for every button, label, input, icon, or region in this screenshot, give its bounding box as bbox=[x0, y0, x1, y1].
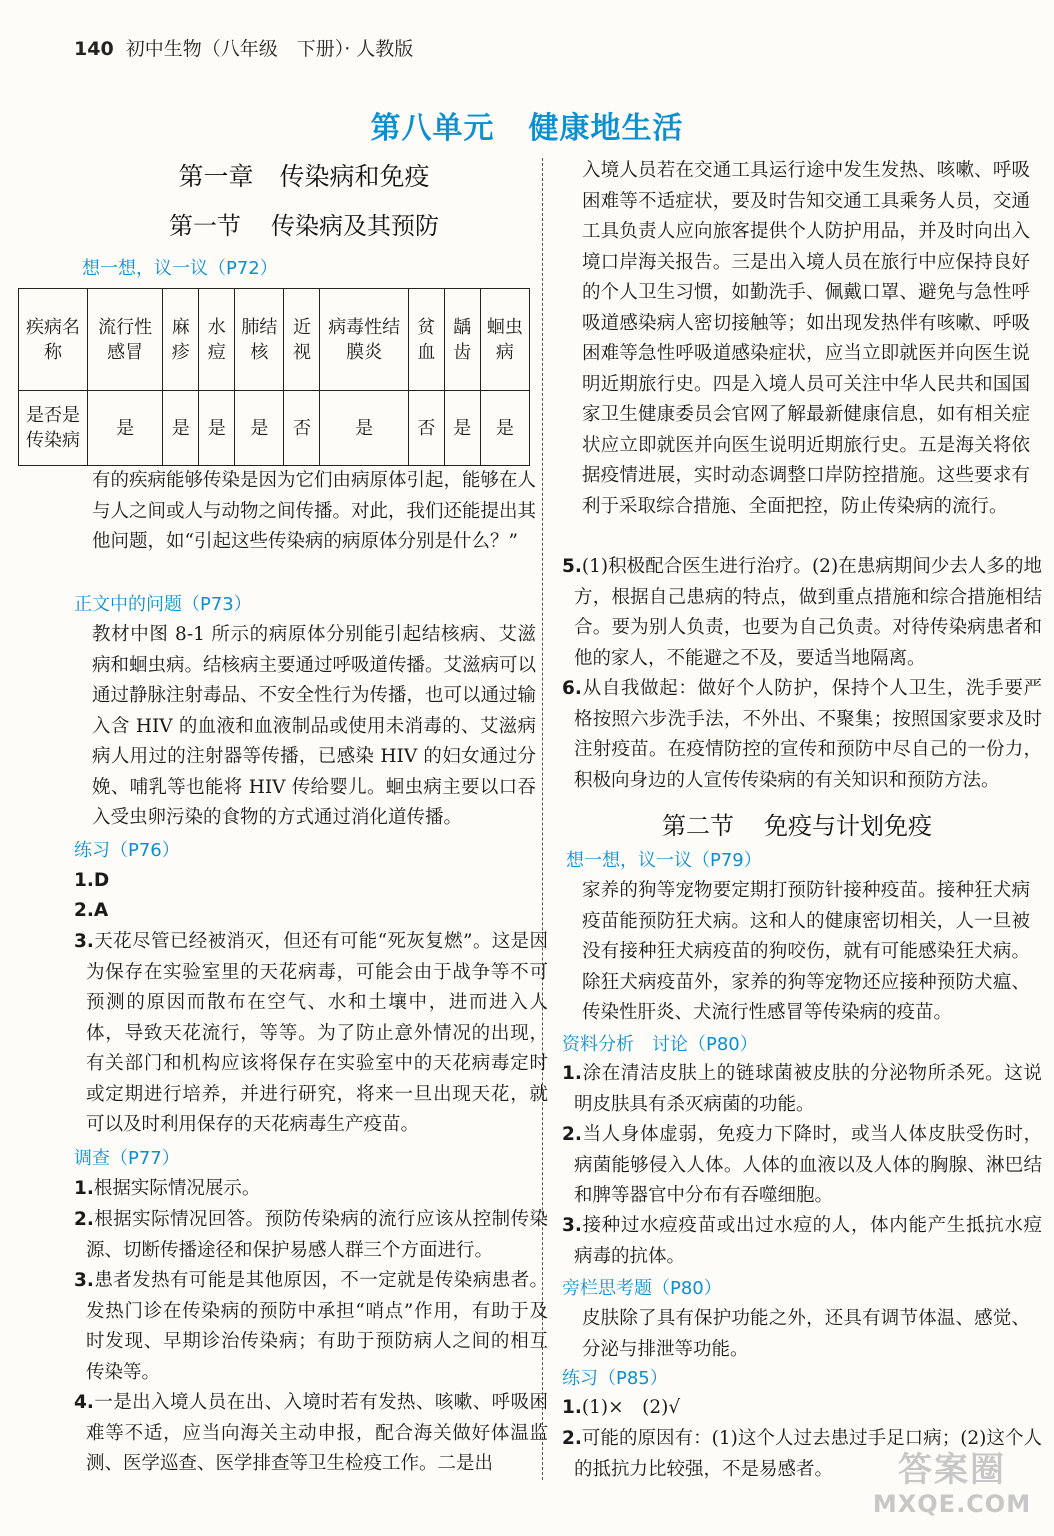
s77-answer-4 bbox=[74, 1388, 548, 1480]
ex76-answer-3 bbox=[74, 927, 548, 1141]
label-exercise-p85: 练习（P85） bbox=[562, 1368, 668, 1389]
label-data-p80: 资料分析 讨论（P80） bbox=[562, 1034, 758, 1055]
item-number: 3. bbox=[74, 931, 94, 952]
section-1-number: 第一节 bbox=[169, 212, 241, 240]
d80-3-text: 接种过水痘疫苗或出过水痘的人，体内能产生抵抗水痘病毒的抗体。 bbox=[574, 1215, 1042, 1267]
ex76-answer-1 bbox=[74, 866, 548, 897]
s77-answer-1 bbox=[74, 1174, 548, 1205]
chapter-number: 第一章 bbox=[178, 162, 254, 191]
table-cell: 是 bbox=[199, 391, 235, 466]
disease-table bbox=[18, 288, 530, 466]
table-cell: 贫血 bbox=[408, 289, 444, 391]
ex76-1-text: 1.D bbox=[74, 870, 110, 891]
watermark-logo bbox=[864, 1450, 1040, 1524]
ex76-3-text: 天花尽管已经被消灭，但还有可能“死灰复燃”。这是因为保存在实验室里的天花病毒，可能会由于战争等不可预测的原因而散布在空气、水和土壤中，进而进入人体，导致天花流行，等等。为了防止意外情况的出现，有关部门和机构应该将保存在实验室中的天花病毒定时或定期进行培养，并进行研究，将来一旦出现天花，就可以及时利用保存的天花病毒生产疫苗。 bbox=[86, 931, 548, 1135]
table-cell: 近视 bbox=[284, 289, 320, 391]
label-sidebar-p80: 旁栏思考题（P80） bbox=[562, 1278, 722, 1299]
unit-name: 健康地生活 bbox=[528, 111, 684, 146]
table-cell: 蛔虫病 bbox=[480, 289, 529, 391]
table-cell: 是 bbox=[88, 391, 163, 466]
section-1-title bbox=[74, 206, 534, 241]
table-cell: 是 bbox=[444, 391, 480, 466]
book-title: 初中生物（八年级 下册）· 人教版 bbox=[125, 38, 414, 60]
label-survey-p77: 调查（P77） bbox=[74, 1148, 180, 1169]
item-number: 2. bbox=[562, 1428, 582, 1449]
table-cell: 病毒性结膜炎 bbox=[320, 289, 408, 391]
d80-answer-2 bbox=[562, 1120, 1042, 1212]
s77-answer-3 bbox=[74, 1266, 548, 1388]
item-number: 2. bbox=[562, 1124, 582, 1145]
section-2-number: 第二节 bbox=[662, 812, 734, 840]
table-cell: 否 bbox=[284, 391, 320, 466]
table-cell: 是 bbox=[480, 391, 529, 466]
ex76-2-text: 2.A bbox=[74, 900, 109, 921]
label-text-p73: 正文中的问题（P73） bbox=[74, 594, 252, 615]
chapter-name: 传染病和免疫 bbox=[279, 162, 430, 191]
label-exercise-p76: 练习（P76） bbox=[74, 840, 180, 861]
s77-4-continued: 入境人员若在交通工具运行途中发生发热、咳嗽、呼吸困难等不适症状，要及时告知交通工具乘务人员，交通工具负责人应向旅客提供个人防护用品，并及时向出入境口岸海关报告。三是出入境人员在旅行中应保持良好的个人卫生习惯，如勤洗手、佩戴口罩、避免与急性呼吸道感染病人密切接触等；如出现发热伴有咳嗽、呼吸困难等急性呼吸道感染症状，应当立即就医并向医生说明近期旅行史。四是入境人员可关注中华人民共和国国家卫生健康委员会官网了解最新健康信息，如有相关症状应立即就医并向医生说明近期旅行史。五是海关将依据疫情进展，实时动态调整口岸防控措施。这些要求有利于采取综合措施、全面把控，防止传染病的流行。 bbox=[582, 160, 1030, 517]
item-number: 4. bbox=[74, 1392, 94, 1413]
table-row-answers bbox=[19, 391, 530, 466]
section-2-title bbox=[562, 806, 1032, 841]
ex85-1-text: (1)× (2)√ bbox=[581, 1397, 681, 1418]
item-number: 3. bbox=[74, 1270, 94, 1291]
chapter-title bbox=[74, 157, 534, 193]
unit-number: 第八单元 bbox=[370, 111, 495, 146]
page-number: 140 bbox=[74, 38, 114, 60]
d80-answer-1 bbox=[562, 1059, 1042, 1120]
s77-answer-2 bbox=[74, 1205, 548, 1266]
s77-1-text: 根据实际情况展示。 bbox=[93, 1178, 261, 1199]
table-cell: 龋齿 bbox=[444, 289, 480, 391]
s77-6-text: 从自我做起：做好个人防护，保持个人卫生，洗手要严格按照六步洗手法，不外出、不聚集；按照国家要求及时注射疫苗。在疫情防控的宣传和预防中尽自己的一份力，积极向身边的人宣传传染病的有关知识和预防方法。 bbox=[574, 678, 1042, 791]
watermark-line-2: MXQE.COM bbox=[872, 1490, 1032, 1518]
section-2-name: 免疫与计划免疫 bbox=[764, 812, 932, 840]
unit-title bbox=[0, 103, 1054, 147]
p72-answer: 有的疾病能够传染是因为它们由病原体引起，能够在人与人之间或人与动物之间传播。对此，我们还能提出其他问题，如“引起这些传染病的病原体分别是什么？” bbox=[92, 470, 537, 552]
label-think-p79: 想一想，议一议（P79） bbox=[566, 850, 762, 871]
p79-answer: 家养的狗等宠物要定期打预防针接种疫苗。接种狂犬病疫苗能预防狂犬病。这和人的健康密切相关，人一旦被没有接种狂犬病疫苗的狗咬伤，就有可能感染狂犬病。除狂犬病疫苗外，家养的狗等宠物还应接种预防犬瘟、传染性肝炎、犬流行性感冒等传染病的疫苗。 bbox=[582, 880, 1030, 1023]
ex85-2-text: 可能的原因有：(1)这个人过去患过手足口病；(2)这个人的抵抗力比较强，不是易感者。 bbox=[574, 1428, 1042, 1480]
sb80-answer: 皮肤除了具有保护功能之外，还具有调节体温、感觉、分泌与排泄等功能。 bbox=[582, 1308, 1030, 1360]
section-1-name: 传染病及其预防 bbox=[271, 212, 439, 240]
table-cell: 肺结核 bbox=[235, 289, 284, 391]
p73-answer: 教材中图 8-1 所示的病原体分别能引起结核病、艾滋病和蛔虫病。结核病主要通过呼吸道传播。艾滋病可以通过静脉注射毒品、不安全性行为传播，也可以通过输入含 HIV 的血液和血液制品或使用未消毒的、艾滋病病人用过的注射器等传播，已感染 HIV 的妇女通过分娩、哺乳等也能将 HIV 传给婴儿。蛔虫病主要以口吞入受虫卵污染的食物的方式通过消化道传播。 bbox=[92, 624, 537, 828]
s77-2-text: 根据实际情况回答。预防传染病的流行应该从控制传染源、切断传播途径和保护易感人群三个方面进行。 bbox=[86, 1209, 548, 1261]
d80-2-text: 当人身体虚弱，免疫力下降时，或当人体皮肤受伤时，病菌能够侵入人体。人体的血液以及人体的胸腺、淋巴结和脾等器官中分布有吞噬细胞。 bbox=[574, 1124, 1042, 1206]
watermark-line-1: 答案圈 bbox=[898, 1450, 1006, 1490]
item-number: 1. bbox=[562, 1063, 582, 1084]
d80-1-text: 涂在清洁皮肤上的链球菌被皮肤的分泌物所杀死。这说明皮肤具有杀灭病菌的功能。 bbox=[574, 1063, 1042, 1115]
s77-answer-5 bbox=[562, 552, 1042, 674]
s77-5-text: (1)积极配合医生进行治疗。(2)在患病期间少去人多的地方，根据自己患病的特点，做到重点措施和综合措施相结合。要为别人负责，也要为自己负责。对待传染病患者和他的家人，不能避之不及，要适当地隔离。 bbox=[574, 556, 1042, 669]
s77-4-text: 一是出入境人员在出、入境时若有发热、咳嗽、呼吸困难等不适，应当向海关主动申报，配合海关做好体温监测、医学巡查、医学排查等卫生检疫工作。二是出 bbox=[86, 1392, 548, 1474]
item-number: 3. bbox=[562, 1215, 582, 1236]
item-number: 1. bbox=[74, 1178, 94, 1199]
item-number: 5. bbox=[562, 556, 582, 577]
table-row-header: 疾病名称 bbox=[19, 289, 88, 391]
ex76-answer-2 bbox=[74, 896, 548, 927]
item-number: 2. bbox=[74, 1209, 94, 1230]
table-cell: 麻疹 bbox=[163, 289, 199, 391]
label-think-p72: 想一想，议一议（P72） bbox=[82, 258, 278, 279]
d80-answer-3 bbox=[562, 1211, 1042, 1272]
page-header bbox=[74, 34, 413, 61]
table-row-disease-names bbox=[19, 289, 530, 391]
item-number: 1. bbox=[562, 1397, 582, 1418]
table-cell: 水痘 bbox=[199, 289, 235, 391]
table-row-header: 是否是传染病 bbox=[19, 391, 88, 466]
ex85-answer-1 bbox=[562, 1393, 1042, 1424]
s77-answer-6 bbox=[562, 674, 1042, 796]
item-number: 6. bbox=[562, 678, 582, 699]
s77-3-text: 患者发热有可能是其他原因，不一定就是传染病患者。发热门诊在传染病的预防中承担“哨点”作用，有助于及时发现、早期诊治传染病；有助于预防病人之间的相互传染等。 bbox=[86, 1270, 548, 1383]
table-cell: 流行性感冒 bbox=[88, 289, 163, 391]
table-cell: 是 bbox=[235, 391, 284, 466]
table-cell: 是 bbox=[163, 391, 199, 466]
table-cell: 否 bbox=[408, 391, 444, 466]
table-cell: 是 bbox=[320, 391, 408, 466]
